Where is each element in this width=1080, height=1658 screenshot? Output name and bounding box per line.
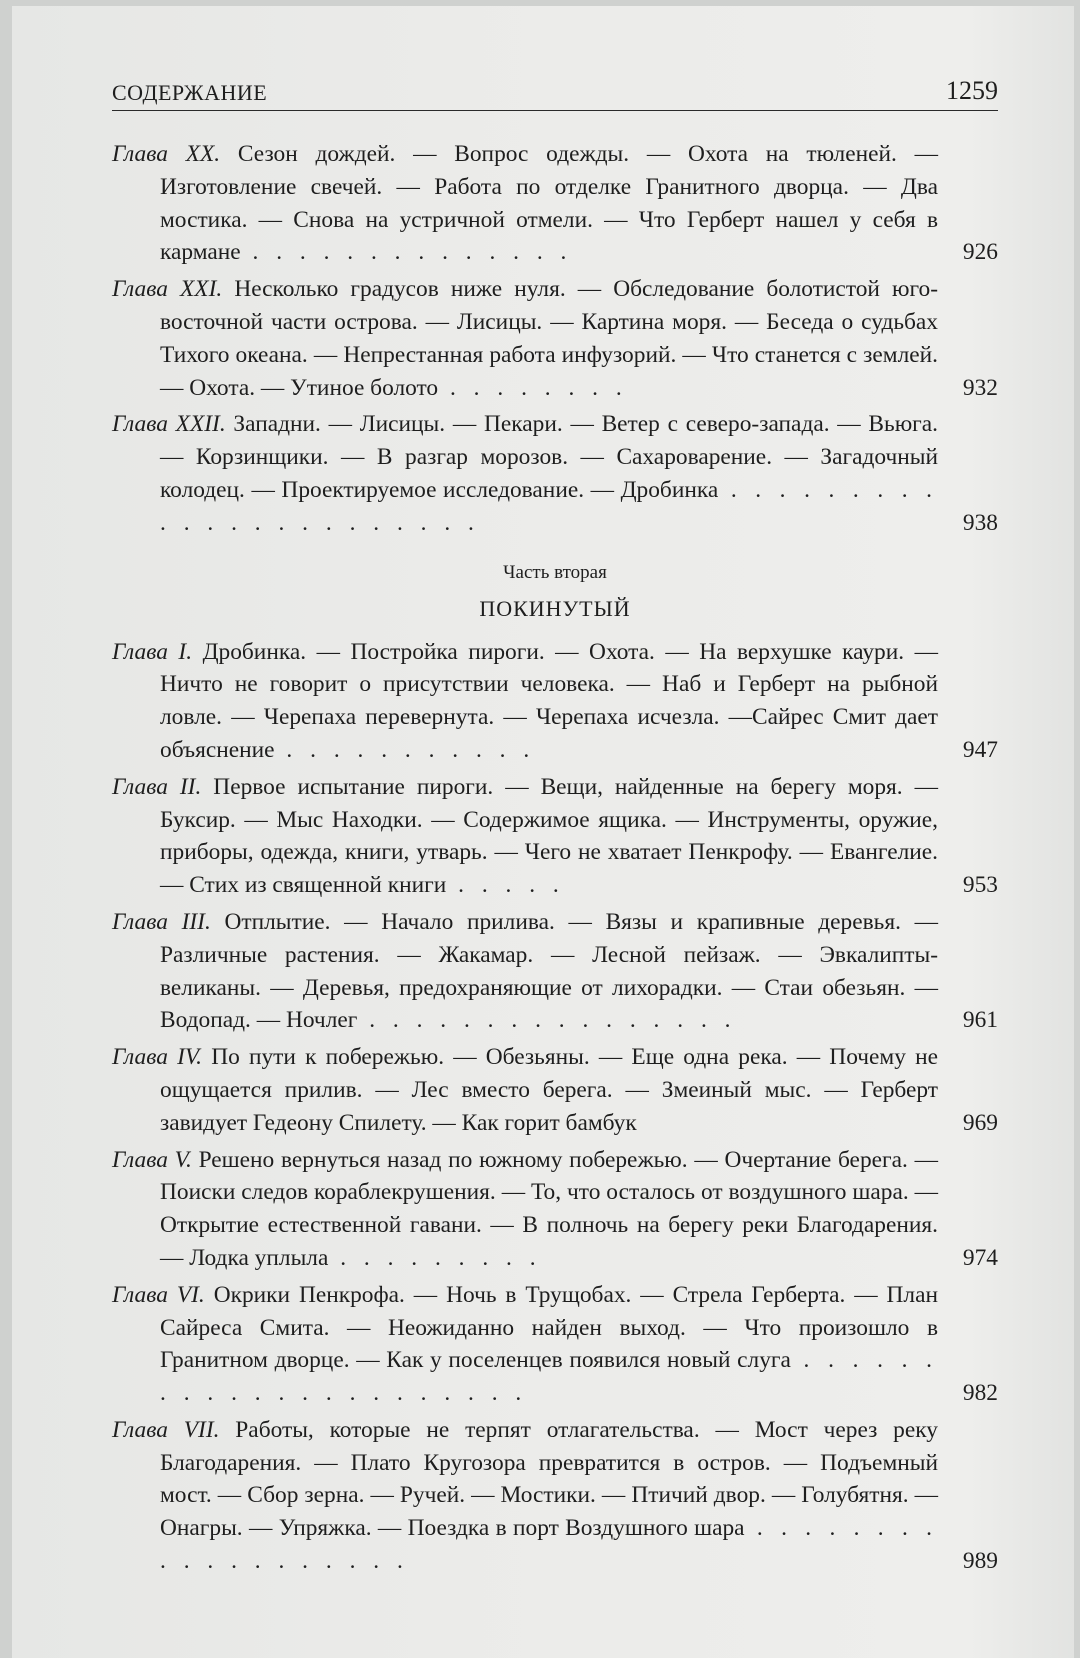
table-of-contents bbox=[112, 138, 998, 1582]
chapter-description: Отплытие. — Начало прилива. — Вязы и крапивные деревья. — Различные растения. — Жакамар. — Лесной пейзаж. — Эвкалипты-великаны. — Деревья, предохраняющие от лихорадки. — Стаи обезьян. — Водопад. — Ночлег bbox=[160, 908, 938, 1034]
chapter-label: Глава III. bbox=[112, 908, 211, 935]
chapter-description: Западни. — Лисицы. — Пекари. — Ветер с северо-запада. — Вьюга. — Корзинщики. — В разгар морозов. — Сахароварение. — Загадочный колодец. — Проектируемое исследование. — Дробинка bbox=[160, 411, 938, 503]
chapter-page-number: 932 bbox=[962, 374, 998, 401]
chapter-label: Глава VI. bbox=[112, 1281, 205, 1308]
toc-entry bbox=[112, 408, 998, 539]
toc-entry bbox=[112, 1279, 998, 1410]
chapter-label: Глава V. bbox=[112, 1146, 192, 1173]
part-title: ПОКИНУТЫЙ bbox=[479, 595, 631, 621]
chapter-label: Глава VII. bbox=[112, 1416, 220, 1443]
header-page-number: 1259 bbox=[946, 76, 998, 105]
chapter-description: Решено вернуться назад по южному побережью. — Очертание берега. — Поиски следов кораблекрушения. — То, что осталось от воздушного шара. — Открытие естественной гавани. — В полночь на берегу реки Благодарения. — Лодка уплыла bbox=[160, 1146, 938, 1271]
chapter-description: Сезон дождей. — Вопрос одежды. — Охота на тюленей. — Изготовление свечей. — Работа по отделке Гранитного дворца. — Два мостика. — Снова на устричной отмели. — Что Герберт нашел у себя в кармане bbox=[160, 141, 938, 266]
toc-entry bbox=[112, 636, 998, 767]
leader-dots: . . . . . . . . . . . . . . bbox=[240, 239, 573, 266]
chapter-page-number: 953 bbox=[962, 872, 998, 899]
chapter-page-number: 926 bbox=[962, 239, 998, 266]
chapter-page-number: 974 bbox=[962, 1244, 998, 1271]
chapter-label: Глава XX. bbox=[112, 141, 221, 167]
leader-dots: . . . . . bbox=[446, 872, 565, 899]
leader-dots: . . . . . . . . . . . bbox=[274, 736, 536, 763]
leader-dots: . . . . . . . . . . . . . . . . . . . . . . bbox=[160, 1347, 939, 1407]
part-label: Часть вторая bbox=[503, 561, 607, 583]
leader-dots: . . . . . . . . . bbox=[328, 1244, 542, 1271]
chapter-page-number: 969 bbox=[962, 1109, 998, 1136]
toc-entry bbox=[112, 771, 998, 902]
chapter-description: Окрики Пенкрофа. — Ночь в Трущобах. — Стрела Герберта. — План Сайреса Смита. — Неожиданно найден выход. — Что произошло в Гранитном дворце. — Как у поселенцев появился новый слуга bbox=[160, 1281, 938, 1374]
toc-entry bbox=[112, 906, 998, 1037]
toc-entry bbox=[112, 1041, 998, 1139]
toc-entry bbox=[112, 1414, 998, 1578]
toc-entry bbox=[112, 273, 998, 404]
chapter-page-number: 989 bbox=[962, 1548, 998, 1575]
chapter-page-number: 947 bbox=[962, 736, 998, 763]
leader-dots: . . . . . . . . . . . . . . . . . . . . . . . bbox=[160, 476, 938, 536]
chapter-page-number: 982 bbox=[962, 1380, 998, 1407]
chapter-label: Глава XXI. bbox=[112, 276, 223, 303]
chapter-label: Глава II. bbox=[112, 773, 202, 800]
running-header bbox=[112, 70, 998, 111]
chapter-description: Дробинка. — Постройка пироги. — Охота. — На верхушке каури. — Ничто не говорит о присутствии человека. — Наб и Герберт на рыбной ловле. — Черепаха перевернута. — Черепаха исчезла. —Сайрес Смит дает объяснение bbox=[160, 638, 938, 763]
leader-dots: . . . . . . . . . . . . . . . . . . . bbox=[160, 1515, 938, 1575]
chapter-label: Глава XXII. bbox=[112, 411, 226, 438]
toc-entry bbox=[112, 138, 998, 269]
chapter-description: Первое испытание пироги. — Вещи, найденные на берегу моря. — Буксир. — Мыс Находки. — Содержимое ящика. — Инструменты, оружие, приборы, одежда, книги, утварь. — Чего не хватает Пенкрофу. — Евангелие. — Стих из священной книги bbox=[160, 773, 939, 899]
header-title: СОДЕРЖАНИЕ bbox=[112, 80, 268, 105]
chapter-description: Несколько градусов ниже нуля. — Обследование болотистой юго-восточной части острова. — Лисицы. — Картина моря. — Беседа о судьбах Тихого океана. — Непрестанная работа инфузорий. — Что станется с землей. — Охота. — Утиное болото bbox=[160, 276, 938, 401]
toc-entry bbox=[112, 1144, 998, 1275]
book-page bbox=[12, 6, 1074, 1658]
chapter-label: Глава I. bbox=[112, 638, 193, 665]
chapter-description: Работы, которые не терпят отлагательства. — Мост через реку Благодарения. — Плато Кругозора превратится в остров. — Подъемный мост. — Сбор зерна. — Ручей. — Мостики. — Птичий двор. — Голубятня. — Онагры. — Упряжка. — Поездка в порт Воздушного шара bbox=[160, 1416, 938, 1542]
chapter-page-number: 938 bbox=[962, 509, 998, 536]
leader-dots: . . . . . . . . bbox=[438, 374, 628, 401]
chapter-description: По пути к побережью. — Обезьяны. — Еще одна река. — Почему не ощущается прилив. — Лес вместо берега. — Змеиный мыс. — Герберт завидует Гедеону Спилету. — Как горит бамбук bbox=[160, 1044, 939, 1136]
leader-dots: . . . . . . . . . . . . . . . . bbox=[357, 1007, 737, 1034]
chapter-label: Глава IV. bbox=[112, 1044, 203, 1071]
chapter-page-number: 961 bbox=[962, 1007, 998, 1034]
